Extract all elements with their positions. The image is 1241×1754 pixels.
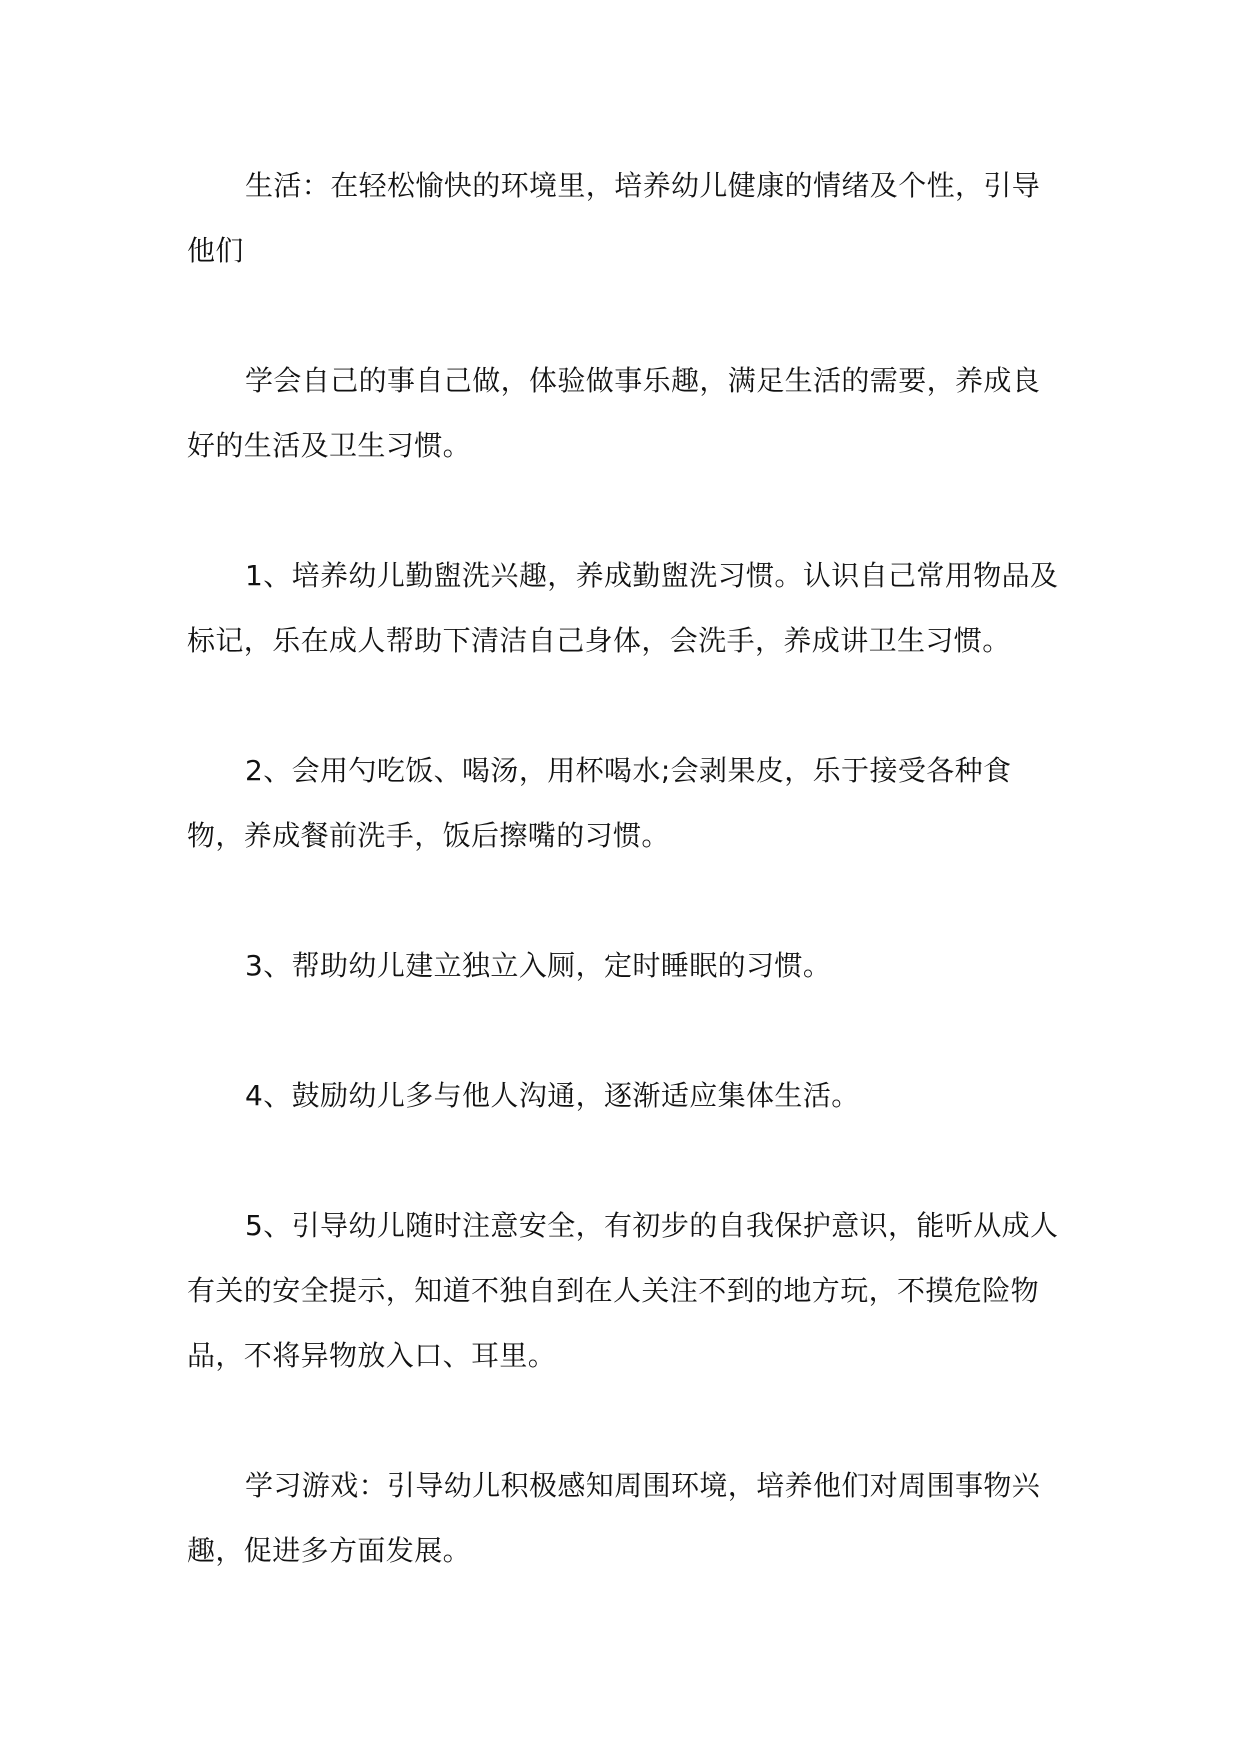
paragraph-item-5: 5、引导幼儿随时注意安全，有初步的自我保护意识，能听从成人有关的安全提示，知道不独自到在人关注不到的地方玩，不摸危险物品，不将异物放入口、耳里。	[187, 1209, 1059, 1372]
paragraph-life-intro: 生活：在轻松愉快的环境里，培养幼儿健康的情绪及个性，引导他们	[187, 169, 1041, 267]
paragraph-item-4: 4、鼓励幼儿多与他人沟通，逐渐适应集体生活。	[245, 1079, 860, 1112]
paragraph-item-3: 3、帮助幼儿建立独立入厕，定时睡眠的习惯。	[245, 949, 832, 982]
paragraph-item-2: 2、会用勺吃饭、喝汤，用杯喝水;会剥果皮，乐于接受各种食物，养成餐前洗手，饭后擦嘴的习惯。	[187, 754, 1012, 852]
paragraph-learning-games: 学习游戏：引导幼儿积极感知周围环境，培养他们对周围事物兴趣，促进多方面发展。	[187, 1469, 1041, 1567]
paragraph-self-care: 学会自己的事自己做，体验做事乐趣，满足生活的需要，养成良好的生活及卫生习惯。	[187, 364, 1041, 462]
paragraph-item-1: 1、培养幼儿勤盥洗兴趣，养成勤盥洗习惯。认识自己常用物品及标记，乐在成人帮助下清洁自己身体，会洗手，养成讲卫生习惯。	[187, 559, 1059, 657]
